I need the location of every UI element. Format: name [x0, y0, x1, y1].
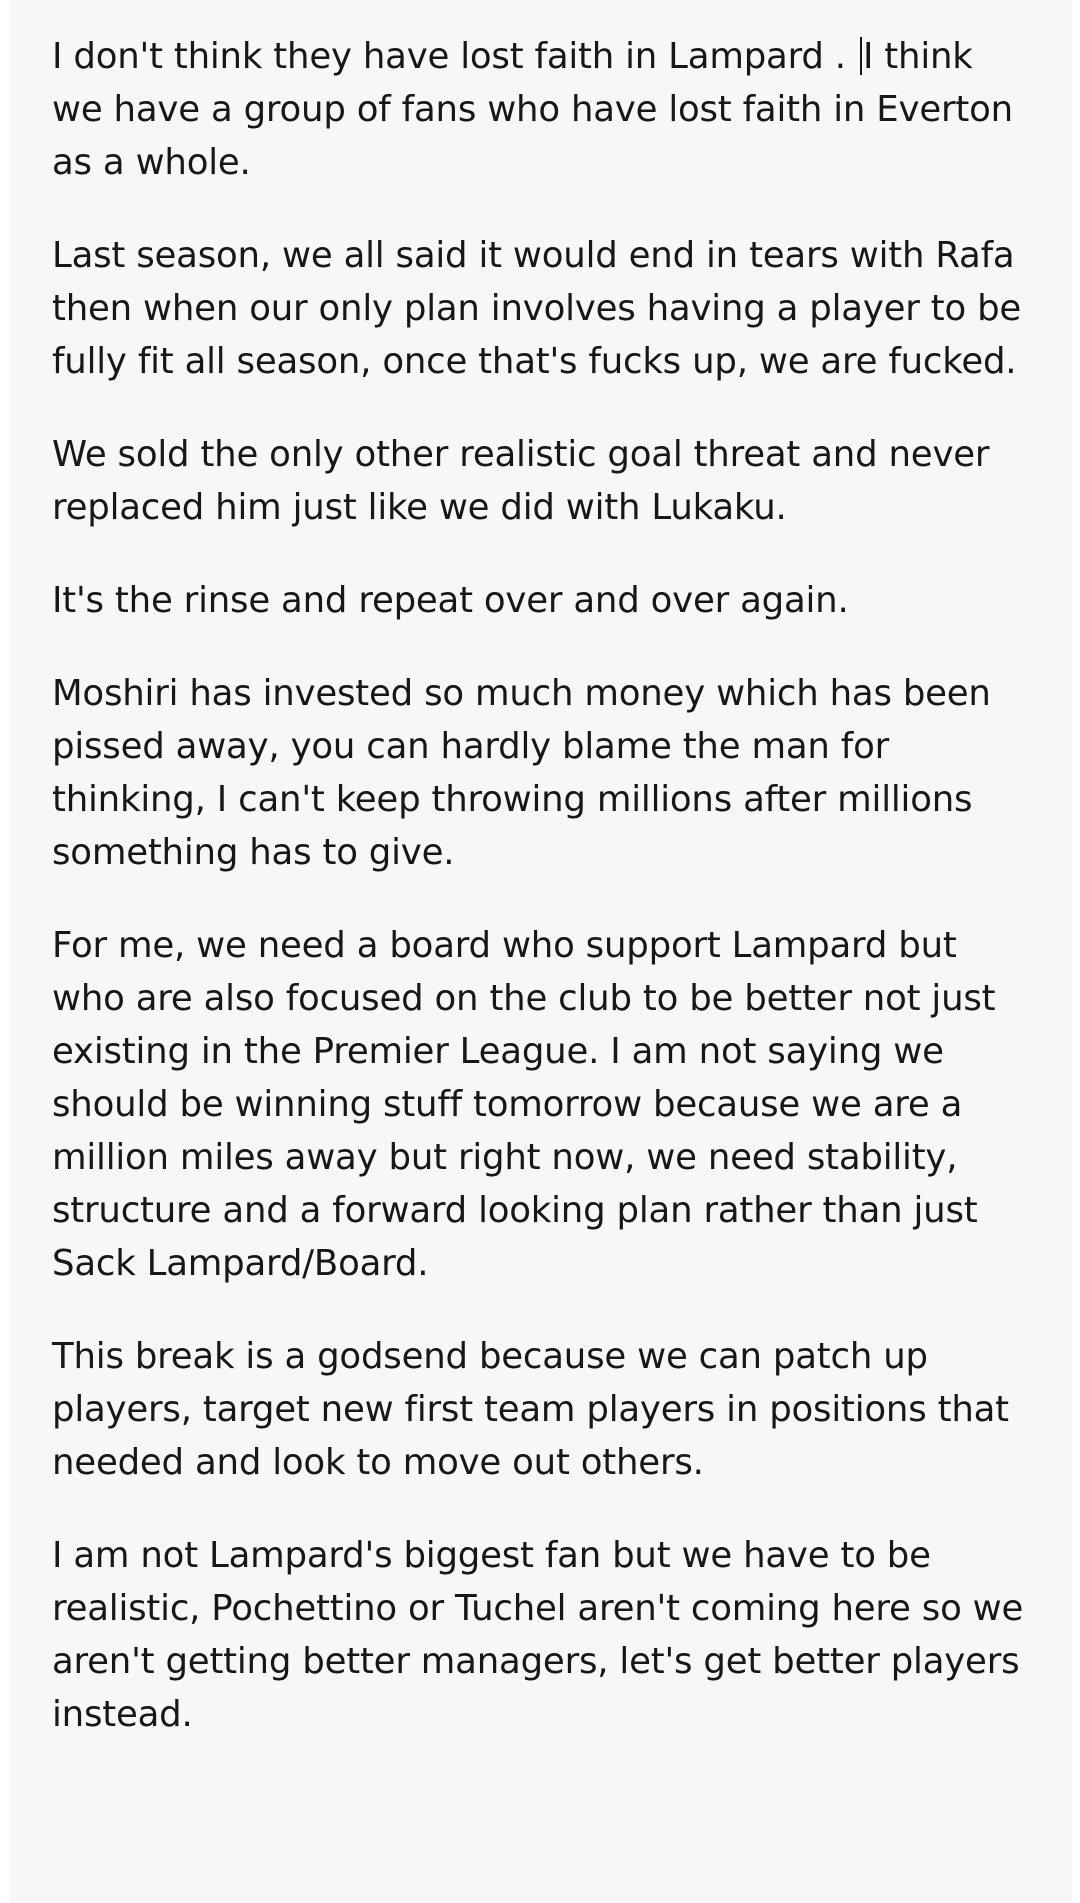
right-margin-edge: [1072, 0, 1080, 1903]
text-caret: [860, 37, 862, 75]
paragraph-1-text-before-caret: I don't think they have lost faith in Lampard .: [52, 36, 857, 77]
paragraph-4: It's the rinse and repeat over and over again.: [52, 580, 849, 621]
paragraph-1-text-after-caret: I think we have a group of fans who have lost faith in Everton as a whole.: [52, 36, 1024, 183]
left-margin-edge: [0, 0, 9, 1903]
paragraph-5: Moshiri has invested so much money which has been pissed away, you can hardly blame the man for thinking, I can't keep throwing millions after millions something has to give.: [52, 673, 1002, 873]
paragraph-2: Last season, we all said it would end in tears with Rafa then when our only plan involves having a player to be fully fit all season, once that's fucks up, we are fucked.: [52, 235, 1033, 382]
paragraph-3: We sold the only other realistic goal threat and never replaced him just like we did with Lukaku.: [52, 434, 1001, 528]
paragraph-7: This break is a godsend because we can patch up players, target new first team players in positions that needed and look to move out others.: [52, 1336, 1020, 1483]
paragraph-1: [52, 30, 1028, 189]
paragraph-6: For me, we need a board who support Lampard but who are also focused on the club to be better not just existing in the Premier League. I am not saying we should be winning stuff tomorrow because we are a million miles away but right now, we need stability, structure and a forward looking plan rather than just Sack Lampard/Board.: [52, 925, 1007, 1284]
paragraph-8: I am not Lampard's biggest fan but we have to be realistic, Pochettino or Tuchel aren't coming here so we aren't getting better managers, let's get better players instead.: [52, 1535, 1035, 1735]
